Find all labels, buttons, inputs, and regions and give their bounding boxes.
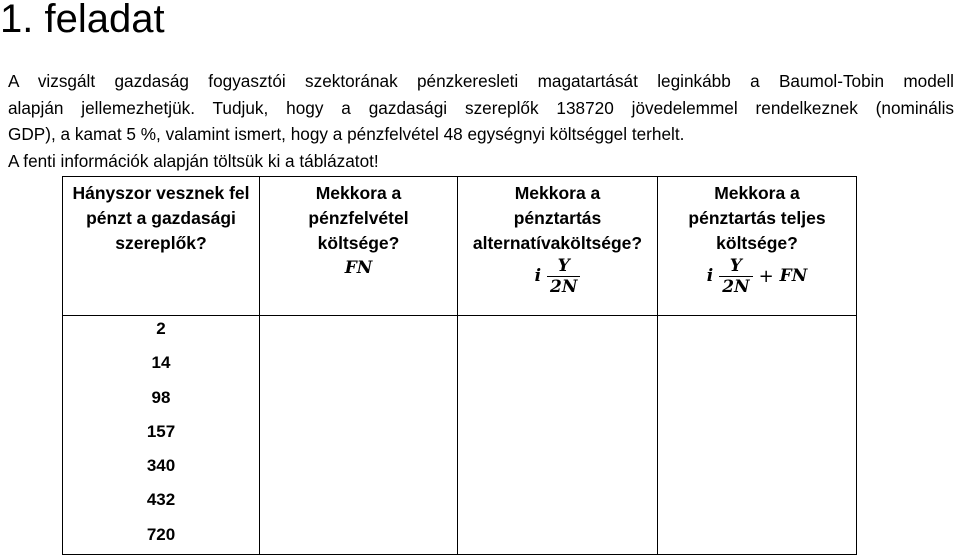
page-title: 1. feladat (0, 0, 165, 41)
header-withdrawal-count: Hányszor vesznek fel pénzt a gazdasági szereplők? (63, 177, 260, 316)
header-total-cost: Mekkora a pénztartás teljes költsége? i $\frac{Y}{2N}$ + FN (658, 177, 857, 316)
withdrawal-count-values (63, 316, 260, 555)
task-description (8, 68, 954, 174)
fraction: $\frac{Y}{2N}$ (547, 256, 580, 297)
fraction: $\frac{Y}{2N}$ (719, 256, 752, 297)
table-body-row (63, 316, 857, 555)
table-cell: 14 (151, 353, 171, 373)
formula-opportunity-cost: i $\frac{Y}{2N}$ (535, 256, 581, 297)
opportunity-cost-answers[interactable] (458, 316, 658, 555)
table-header-row (63, 177, 857, 316)
formula-total-cost: i $\frac{Y}{2N}$ + FN (706, 256, 808, 297)
description-line-3: GDP), a kamat 5 %, valamint ismert, hogy a pénzfelvétel 48 egységnyi költséggel terhelt. (8, 124, 685, 145)
table-cell: 98 (151, 387, 171, 407)
description-line-2: alapján jellemezhetjük. Tudjuk, hogy a gazdasági szereplők 138720 jövedelemmel rendelkeznek (nominális (8, 97, 954, 118)
table-cell: 157 (146, 421, 176, 441)
table-cell: 720 (146, 524, 176, 544)
table-cell: 432 (146, 490, 176, 510)
exercise-table (62, 176, 857, 555)
total-cost-answers[interactable] (658, 316, 857, 555)
table-cell: 2 (156, 319, 166, 338)
description-line-1: A vizsgált gazdaság fogyasztói szektorának pénzkeresleti magatartását leginkább a Baumol-Tobin modell (8, 71, 954, 91)
header-opportunity-cost: Mekkora a pénztartás alternatívaköltsége? i $\frac{Y}{2N}$ (458, 177, 658, 316)
table-cell: 340 (146, 456, 176, 476)
description-line-4: A fenti információk alapján töltsük ki a táblázatot! (8, 150, 379, 171)
withdrawal-cost-answers[interactable] (260, 316, 458, 555)
header-withdrawal-cost: Mekkora a pénzfelvétel költsége? FN (260, 177, 458, 316)
formula-fn: FN (344, 258, 373, 278)
